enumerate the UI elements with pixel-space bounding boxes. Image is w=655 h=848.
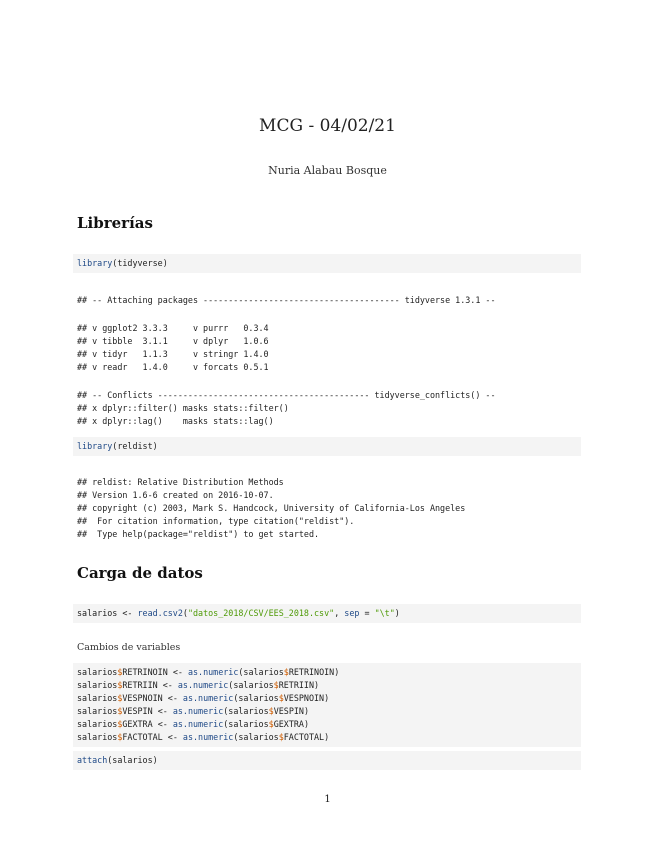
code-paren: ( [182,608,188,618]
code-line: salarios$RETRINOIN <- as.numeric(salarios$RETRINOIN) [77,667,340,677]
section-heading-librerias: Librerías [77,214,153,232]
output-line: ## Type help(package="reldist") to get started. [77,529,320,539]
output-reldist [77,476,465,541]
code-block-library-reldist [73,437,581,456]
code-block-library-tidyverse [73,254,581,273]
code-block-as-numeric [73,663,581,747]
code-argument: (tidyverse) [112,258,168,268]
code-function: read.csv2 [137,608,183,618]
code-paren: ) [394,608,400,618]
code-variable: salarios [77,608,118,618]
code-param-sep: sep [344,608,360,618]
output-line: ## reldist: Relative Distribution Methods [77,477,284,487]
output-line: ## v tidyr 1.1.3 v stringr 1.4.0 [77,349,269,359]
code-line: salarios$VESPNOIN <- as.numeric(salarios$VESPNOIN) [77,693,330,703]
code-line: salarios$RETRIIN <- as.numeric(salarios$RETRIIN) [77,680,320,690]
code-block-attach [73,751,581,770]
output-attaching-packages [77,294,496,307]
paragraph-cambios-variables: Cambios de variables [77,642,181,653]
code-comma: , [334,608,345,618]
page-number: 1 [324,794,331,805]
output-line: ## For citation information, type citation("reldist"). [77,516,355,526]
code-assign: <- [117,608,138,618]
output-line: ## v tibble 3.1.1 v dplyr 1.0.6 [77,336,269,346]
code-line: salarios$GEXTRA <- as.numeric(salarios$GEXTRA) [77,719,309,729]
section-heading-carga-de-datos: Carga de datos [77,564,203,582]
code-argument: (reldist) [112,441,158,451]
code-string-path: "datos_2018/CSV/EES_2018.csv" [187,608,335,618]
document-title: MCG - 04/02/21 [259,116,396,136]
code-line: salarios$FACTOTAL <- as.numeric(salarios$FACTOTAL) [77,732,330,742]
code-string-sep: "\t" [374,608,395,618]
code-function: library [77,441,113,451]
output-line: ## copyright (c) 2003, Mark S. Handcock, University of California-Los Angeles [77,503,466,513]
output-conflicts [77,389,496,428]
document-author: Nuria Alabau Bosque [268,164,387,177]
output-line: ## -- Conflicts ------------------------------------------ tidyverse_conflicts() -- [77,390,496,400]
code-line: salarios$VESPIN <- as.numeric(salarios$VESPIN) [77,706,309,716]
code-equals: = [359,608,375,618]
output-line: ## v ggplot2 3.3.3 v purrr 0.3.4 [77,323,269,333]
code-block-read-csv [73,604,581,623]
output-package-list [77,322,269,374]
code-function: library [77,258,113,268]
code-function: attach [77,755,108,765]
output-line: ## Version 1.6-6 created on 2016-10-07. [77,490,274,500]
output-line: ## x dplyr::filter() masks stats::filter() [77,403,289,413]
output-line: ## x dplyr::lag() masks stats::lag() [77,416,274,426]
code-argument: (salarios) [107,755,158,765]
output-line: ## v readr 1.4.0 v forcats 0.5.1 [77,362,269,372]
output-line: ## -- Attaching packages --------------------------------------- tidyverse 1.3.1 -- [77,295,496,305]
